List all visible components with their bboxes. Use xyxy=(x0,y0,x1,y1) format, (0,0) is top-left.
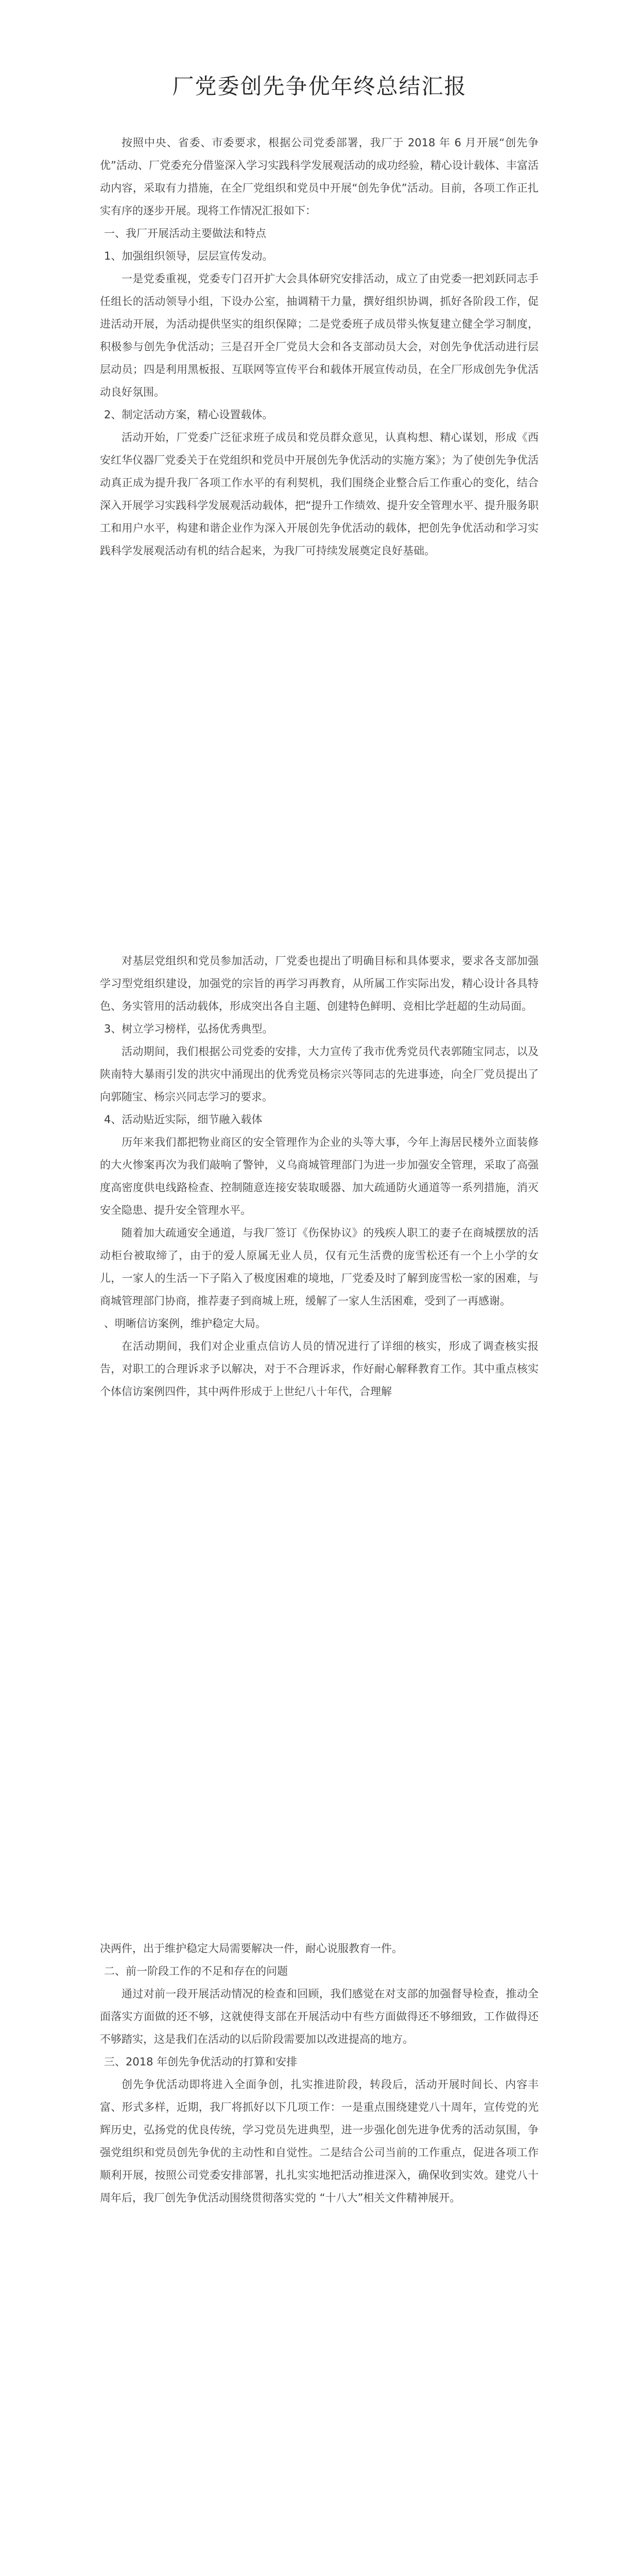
subheading-practical: 4、活动贴近实际，细节融入载体 xyxy=(104,1113,263,1126)
paragraph-safety: 历年来我们都把物业商区的安全管理作为企业的头等大事，今年上海居民楼外立面装修的大火惨案再次为我们敲响了警钟，义乌商城管理部门为进一步加强安全管理，采取了高强度高密度供电线路检查、控制随意连接安装取暖器、加大疏通防火通道等一系列措施，消灭安全隐患、提升安全管理水平。 xyxy=(100,1136,539,1216)
subheading-leadership: 1、加强组织领导，层层宣传发动。 xyxy=(104,250,273,262)
paragraph-petitions-cont: 决两件，出于维护稳定大局需要解决一件，耐心说服教育一件。 xyxy=(100,1942,403,1955)
subheading-role-models: 3、树立学习榜样，弘扬优秀典型。 xyxy=(104,1023,273,1035)
section-one xyxy=(100,131,539,562)
paragraph-leadership: 一是党委重视，党委专门召开扩大会具体研究安排活动，成立了由党委一把刘跃同志手任组长的活动领导小组，下设办公室，抽调精干力量，撰好组织协调，抓好各阶段工作，促进活动开展，为活动提供坚实的组织保障；二是党委班子成员带头恢复建立健全学习制度，积极参与创先争优活动；三是召开全厂党员大会和各支部动员大会，对创先争优活动进行层层动员；四是利用黑板报、互联网等宣传平台和载体开展宣传动员，在全厂形成创先争优活动良好氛围。 xyxy=(100,273,539,398)
paragraph-plans: 创先争优活动即将进入全面争创，扎实推进阶段，转段后，活动开展时间长、内容丰富、形式多样，近期，我厂将抓好以下几项工作：一是重点围绕建党八十周年，宣传党的光辉历史，弘扬党的优良传统，学习党员先进典型，进一步强化创先进争优秀的活动氛围，争强党组织和党员创先争优的主动性和自觉性。二是结合公司当前的工作重点，促进各项工作顺利开展，按照公司党委安排部署，扎扎实实地把活动推进深入，确保收到实效。建党八十周年后，我厂创先争优活动围绕贯彻落实党的 “十八大”相关文件精神展开。 xyxy=(100,2078,539,2204)
paragraph-plan: 活动开始，厂党委广泛征求班子成员和党员群众意见，认真构想、精心谋划，形成《西安红华仪器厂党委关于在党组织和党员中开展创先争优活动的实施方案》；为了使创先争优活动真正成为提升我厂各项工作水平的有利契机，我们围绕企业整合后工作重心的变化，结合深入开展学习实践科学发展观活动载体，把“提升工作绩效、提升安全管理水平、提升服务职工和用户水平，构建和谐企业作为深入开展创先争优活动的载体，把创先争优活动和学习实践科学发展观活动有机的结合起来，为我厂可持续发展奠定良好基础。 xyxy=(100,431,539,557)
paragraph-petitions: 在活动期间，我们对企业重点信访人员的情况进行了详细的核实，形成了调查核实报告，对职工的合理诉求予以解决，对于不合理诉求，作好耐心解释教育工作。其中重点核实个体信访案例四件，其中两件形成于上世纪八十年代，合理解 xyxy=(100,1340,539,1398)
paragraph-role-models: 活动期间，我们根据公司党委的安排，大力宣传了我市优秀党员代表郭随宝同志，以及陕南特大暴雨引发的洪灾中涌现出的优秀党员杨宗兴等同志的先进事迹，向全厂党员提出了向郭随宝、杨宗兴同志学习的要求。 xyxy=(100,1045,539,1103)
subheading-petitions: 、明晰信访案例，维护稳定大局。 xyxy=(104,1317,266,1330)
paragraph-goals: 对基层党组织和党员参加活动，厂党委也提出了明确目标和具体要求，要求各支部加强学习型党组织建设，加强党的宗旨的再学习再教育，从所属工作实际出发，精心设计各具特色、务实管用的活动载体，形成突出各自主题、创建特色鲜明、竞相比学赶超的生动局面。 xyxy=(100,955,539,1012)
heading-shortcomings: 二、前一阶段工作的不足和存在的问题 xyxy=(104,1965,288,1977)
intro-paragraph: 按照中央、省委、市委要求，根据公司党委部署，我厂于 2018 年 6 月开展“创先争优”活动、厂党委充分借鉴深入学习实践科学发展观活动的成功经验，精心设计载体、丰富活动内容，采取有力措施，在全厂党组织和党员中开展“创先争优”活动。目前，各项工作正扎实有序的逐步开展。现将工作情况汇报如下： xyxy=(100,137,539,217)
section-two xyxy=(100,950,539,1403)
heading-plans: 三、2018 年创先争优活动的打算和安排 xyxy=(104,2056,298,2068)
subheading-plan: 2、制定活动方案，精心设置载体。 xyxy=(104,409,273,421)
heading-practices: 一、我厂开展活动主要做法和特点 xyxy=(104,227,266,240)
section-three xyxy=(100,1937,539,2209)
paragraph-family-support: 随着加大疏通安全通道，与我厂签订《伤保协议》的残疾人职工的妻子在商城摆放的活动柜台被取缔了，由于的爱人原属无业人员，仅有元生活费的庞雪松还有一个上小学的女儿，一家人的生活一下子陷入了极度困难的境地，厂党委及时了解到庞雪松一家的困难，与商城管理部门协商，推荐妻子到商城上班，缓解了一家人生活困难，受到了一再感谢。 xyxy=(100,1227,539,1307)
document-title: 厂党委创先争优年终总结汇报 xyxy=(172,74,467,99)
paragraph-shortcomings: 通过对前一段开展活动情况的检查和回顾，我们感觉在对支部的加强督导检查，推动全面落实方面做的还不够，这就使得支部在开展活动中有些方面做得还不够细致，工作做得还不够踏实，这是我们在活动的以后阶段需要加以改进提高的地方。 xyxy=(100,1988,539,2045)
